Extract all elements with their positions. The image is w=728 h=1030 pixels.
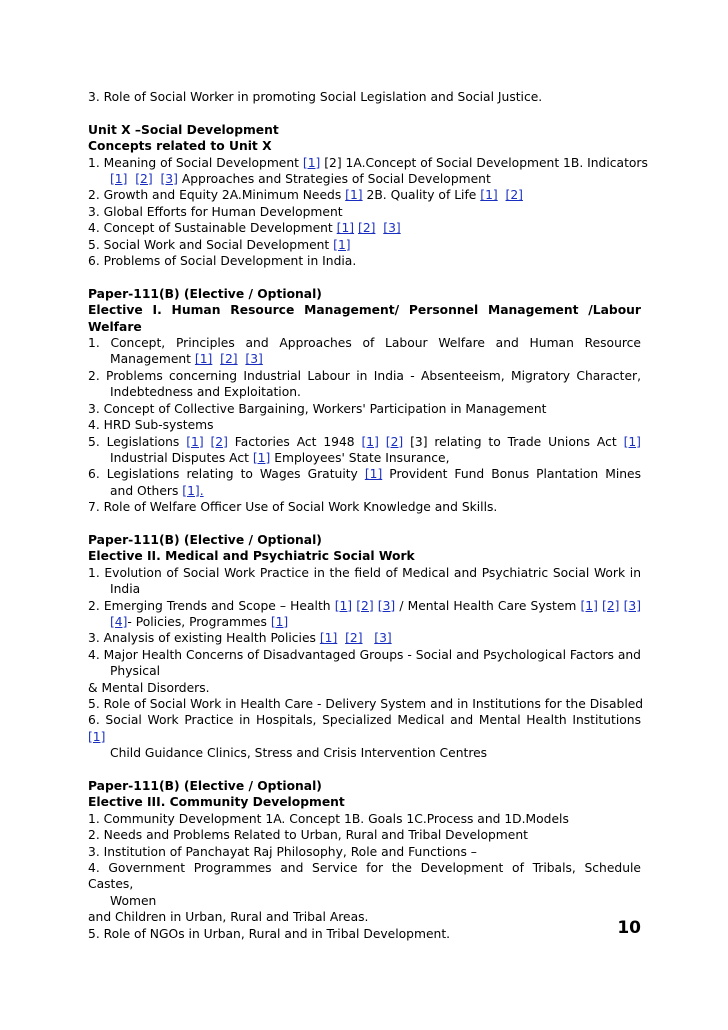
list-item-continuation [88,614,641,630]
list-item: 1. Concept, Principles and Approaches of Labour Welfare and Human Resource [88,336,641,351]
list-item-continuation [88,483,641,499]
list-item-continuation [88,171,641,187]
list-item-continuation: Indebtedness and Exploitation. [110,385,301,400]
item-text: Factories Act 1948 [234,434,362,449]
list-item-continuation: & Mental Disorders. [88,680,210,695]
reference-link[interactable]: [2] [358,221,376,236]
item-text: Employees' State Insurance, [270,450,450,465]
list-item-continuation: and Children in Urban, Rural and Tribal Areas. [88,910,369,925]
list-item [88,466,641,482]
list-item [88,401,641,417]
item-text: 2B. Quality of Life [362,188,481,203]
list-item-continuation: Women [110,893,157,908]
item-text: 6. Legislations relating to Wages Gratuity [88,467,365,482]
list-item: 3. Institution of Panchayat Raj Philosophy, Role and Functions – [88,844,477,859]
item-text: 7. Role of Welfare Officer Use of Social Work Knowledge and Skills. [88,500,498,515]
item-text: 3. Global Efforts for Human Development [88,204,343,219]
elective-title: Elective III. Community Development [88,795,345,810]
list-item: 1. Evolution of Social Work Practice in the field of Medical and Psychiatric Social Work in [88,565,641,580]
reference-link[interactable]: [3] [383,221,401,236]
item-text: 5. Social Work and Social Development [88,237,334,252]
list-item [88,417,641,433]
list-item [88,204,641,220]
reference-link[interactable]: [1] [88,729,106,744]
item-text: 3. Analysis of existing Health Policies [88,631,320,646]
item-text: 6. Social Work Practice in Hospitals, Specialized Medical and Mental Health Institutions [88,713,641,728]
reference-link[interactable]: [1] [319,631,338,646]
elective-title: Elective II. Medical and Psychiatric Social Work [88,549,415,564]
reference-link[interactable]: [2] [505,188,523,203]
item-text: Management [110,352,195,367]
item-text: 5. Legislations [88,434,187,449]
reference-link[interactable]: [1] [623,434,641,449]
list-item [88,712,641,745]
list-item [88,220,641,236]
item-text: 2. Growth and Equity 2A.Minimum Needs [88,188,346,203]
reference-link[interactable]: [1] [252,450,271,465]
reference-link[interactable]: [2] [602,598,620,613]
list-item [88,155,648,171]
item-text: / Mental Health Care System [399,598,581,613]
list-item: 2. Problems concerning Industrial Labour in India - Absenteeism, Migratory Character, [88,368,641,383]
list-item [88,434,641,450]
reference-link[interactable]: [3] [374,631,392,646]
list-item [88,237,641,253]
reference-link[interactable]: [2] [135,172,153,187]
item-text: [3] relating to Trade Unions Act [410,434,624,449]
list-item-continuation: Physical [110,664,161,679]
reference-link[interactable]: [1] [580,598,598,613]
item-text: [2] 1A.Concept of Social Development 1B. Indicators [320,155,648,170]
elective-title-continuation: Welfare [88,319,142,334]
item-text: Provident Fund Bonus Plantation Mines [389,467,641,482]
reference-link[interactable]: [1] [361,434,379,449]
list-item: 4. Major Health Concerns of Disadvantaged Groups - Social and Psychological Factors and [88,647,641,662]
section-subheading: Concepts related to Unit X [88,139,272,154]
item-text: 3. Concept of Collective Bargaining, Workers' Participation in Management [88,401,547,416]
document-body [88,89,648,942]
reference-link[interactable]: [2] [385,434,404,449]
list-item [88,696,644,712]
list-item [88,89,641,105]
list-item [88,253,641,269]
paper-heading: Paper-111(B) (Elective / Optional) [88,532,322,547]
reference-link[interactable]: [1] [364,467,383,482]
reference-link[interactable]: [1] [186,434,204,449]
reference-link[interactable]: [2] [220,352,238,367]
list-item [88,187,641,203]
reference-link[interactable]: [2] [356,598,374,613]
list-item [88,630,641,646]
list-item [88,499,641,515]
item-text: 2. Emerging Trends and Scope – Health [88,598,335,613]
section-heading: Unit X –Social Development [88,122,279,137]
reference-link[interactable]: [3] [623,598,641,613]
list-item-continuation: India [110,582,141,597]
list-item: 4. Government Programmes and Service for the Development of Tribals, Schedule Castes, [88,861,641,892]
elective-title: Elective I. Human Resource Management/ Personnel Management /Labour [88,303,641,318]
list-item-continuation [88,351,641,367]
reference-link[interactable]: [3] [160,172,178,187]
list-item [88,598,641,614]
reference-link[interactable]: [3] [377,598,396,613]
reference-link[interactable]: [2] [210,434,228,449]
list-item: 5. Role of NGOs in Urban, Rural and in Tribal Development. [88,926,451,941]
item-text: 4. HRD Sub-systems [88,418,214,433]
item-text: 3. Role of Social Worker in promoting Social Legislation and Social Justice. [88,90,543,104]
reference-link[interactable]: [1] [302,155,321,170]
page-number: 10 [617,918,641,938]
reference-link[interactable]: [1] [336,221,355,236]
reference-link[interactable]: [2] [345,631,363,646]
reference-link[interactable]: [1] [270,614,289,629]
paper-heading: Paper-111(B) (Elective / Optional) [88,286,322,301]
item-text: - Policies, Programmes [127,614,271,629]
item-text: and Others [110,483,183,498]
item-text: Approaches and Strategies of Social Development [177,172,491,187]
item-text: 1. Meaning of Social Development [88,155,303,170]
reference-link[interactable]: [1] [110,172,128,187]
reference-link[interactable]: [1] [334,598,353,613]
reference-link[interactable]: [4] [110,614,128,629]
item-text: 5. Role of Social Work in Health Care - Delivery System and in Institutions for the Disabled [88,696,644,711]
reference-link[interactable]: [1] [333,237,351,252]
list-item-continuation [88,450,641,466]
paper-heading: Paper-111(B) (Elective / Optional) [88,779,322,793]
list-item: 2. Needs and Problems Related to Urban, Rural and Tribal Development [88,828,528,843]
reference-link[interactable]: [1] [194,352,213,367]
item-text: 4. Concept of Sustainable Development [88,221,337,236]
list-item: 1. Community Development 1A. Concept 1B. Goals 1C.Process and 1D.Models [88,811,569,826]
reference-link[interactable]: [1] [480,188,498,203]
list-item-continuation: Child Guidance Clinics, Stress and Crisis Intervention Centres [110,746,488,761]
reference-link[interactable]: [3] [245,352,263,367]
item-text: Industrial Disputes Act [110,450,253,465]
item-text: 6. Problems of Social Development in India. [88,254,357,269]
reference-link[interactable]: [1] [345,188,363,203]
reference-link[interactable]: [1]. [182,483,204,498]
